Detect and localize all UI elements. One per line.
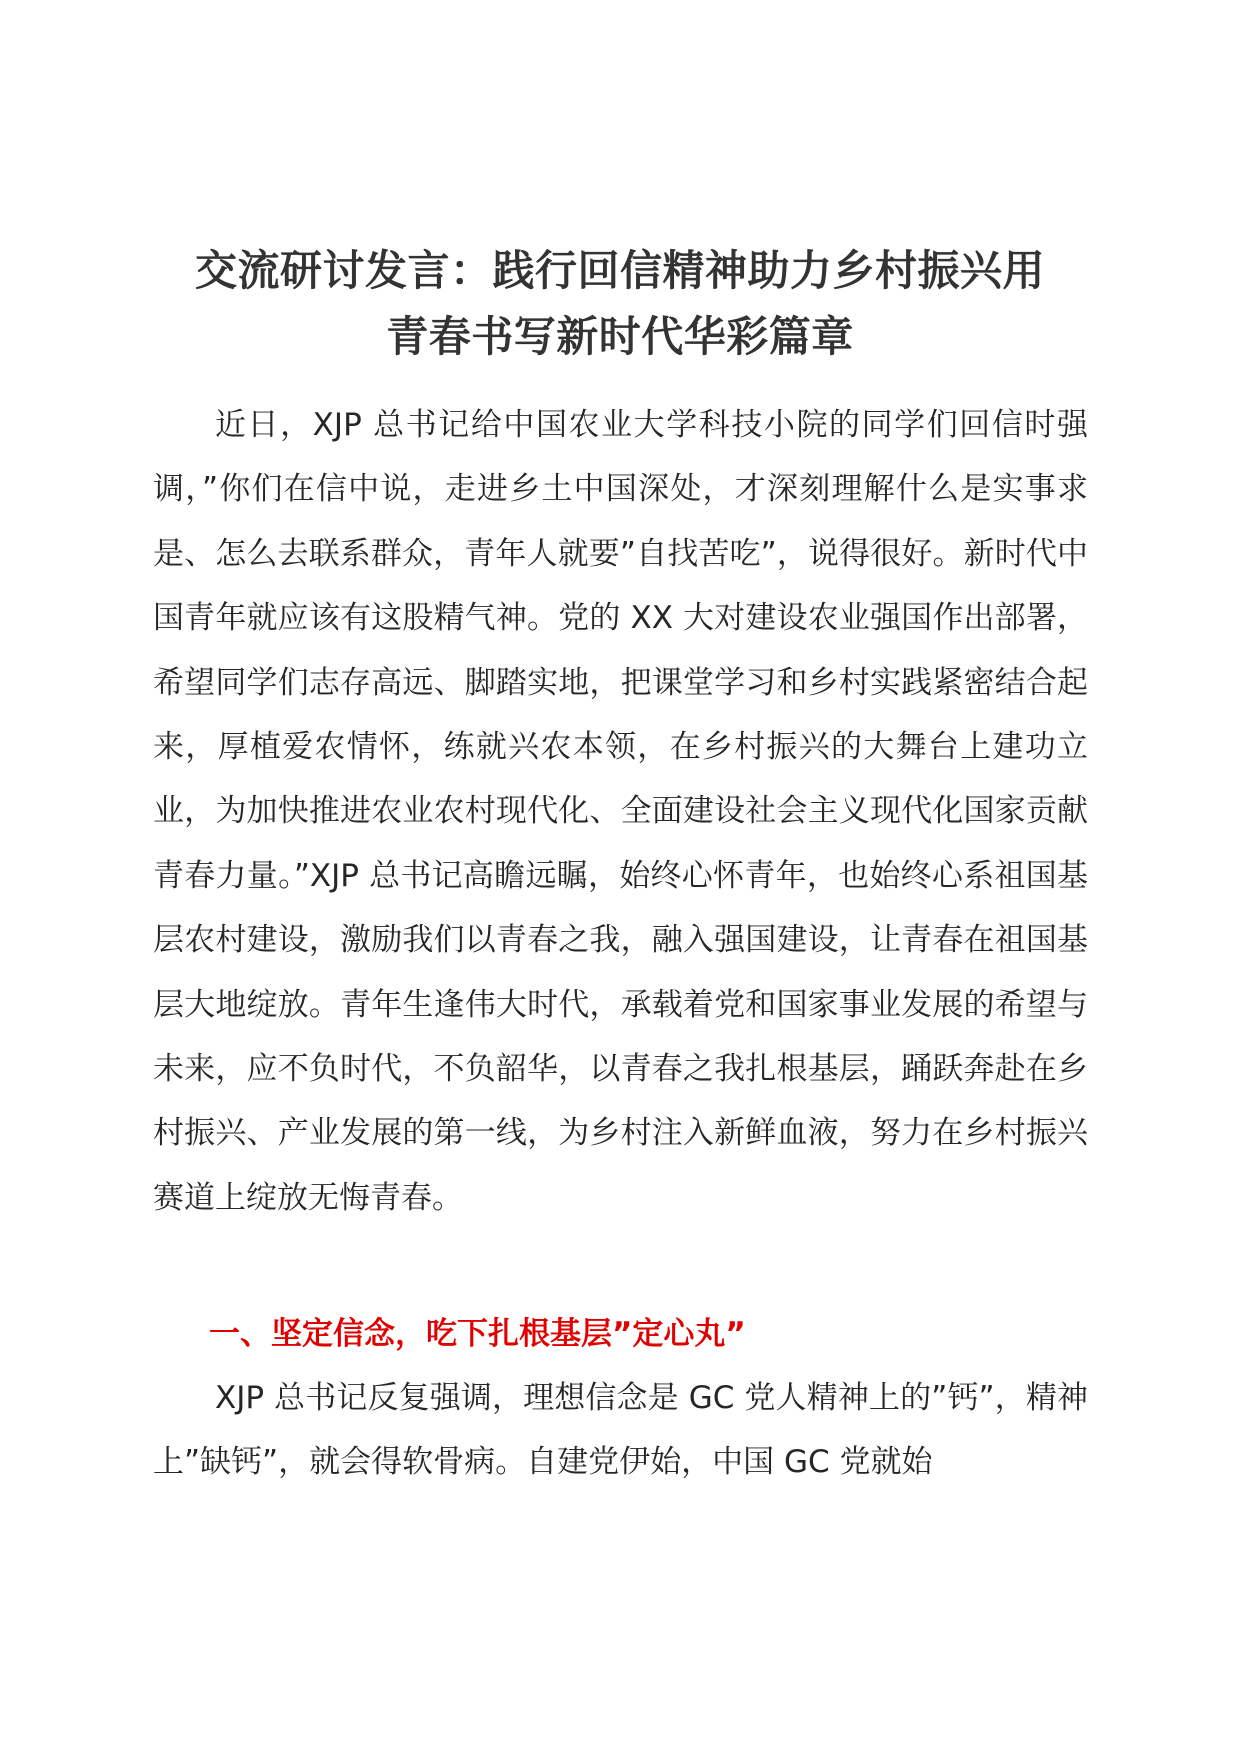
section-heading-1: 一、坚定信念，吃下扎根基层”定心丸” [209,1316,746,1352]
title-line-1: 交流研讨发言：践行回信精神助力乡村振兴用 [194,246,1045,295]
document-title [140,238,1100,370]
body-paragraph-2: XJP 总书记反复强调，理想信念是 GC 党人精神上的”钙”，精神上”缺钙”，就会得软骨病。自建党伊始，中国 GC 党就始 [153,1380,1088,1481]
body-paragraph-1: 近日，XJP 总书记给中国农业大学科技小院的同学们回信时强调，”你们在信中说，走进乡土中国深处，才深刻理解什么是实事求是、怎么去联系群众，青年人就要”自找苦吃”，说得很好。新时代中国青年就应该有这股精气神。党的 XX 大对建设农业强国作出部署，希望同学们志存高远、脚踏实地，把课堂学习和乡村实践紧密结合起来，厚植爱农情怀，练就兴农本领，在乡村振兴的大舞台上建功立业，为加快推进农业农村现代化、全面建设社会主义现代化国家贡献青春力量。”XJP 总书记高瞻远瞩，始终心怀青年，也始终心系祖国基层农村建设，激励我们以青春之我，融入强国建设，让青春在祖国基层大地绽放。青年生逢伟大时代，承载着党和国家事业发展的希望与未来，应不负时代，不负韶华，以青春之我扎根基层，踊跃奔赴在乡村振兴、产业发展的第一线，为乡村注入新鲜血液，努力在乡村振兴赛道上绽放无悔青春。 [153,407,1088,1216]
title-line-2: 青春书写新时代华彩篇章 [386,312,854,361]
